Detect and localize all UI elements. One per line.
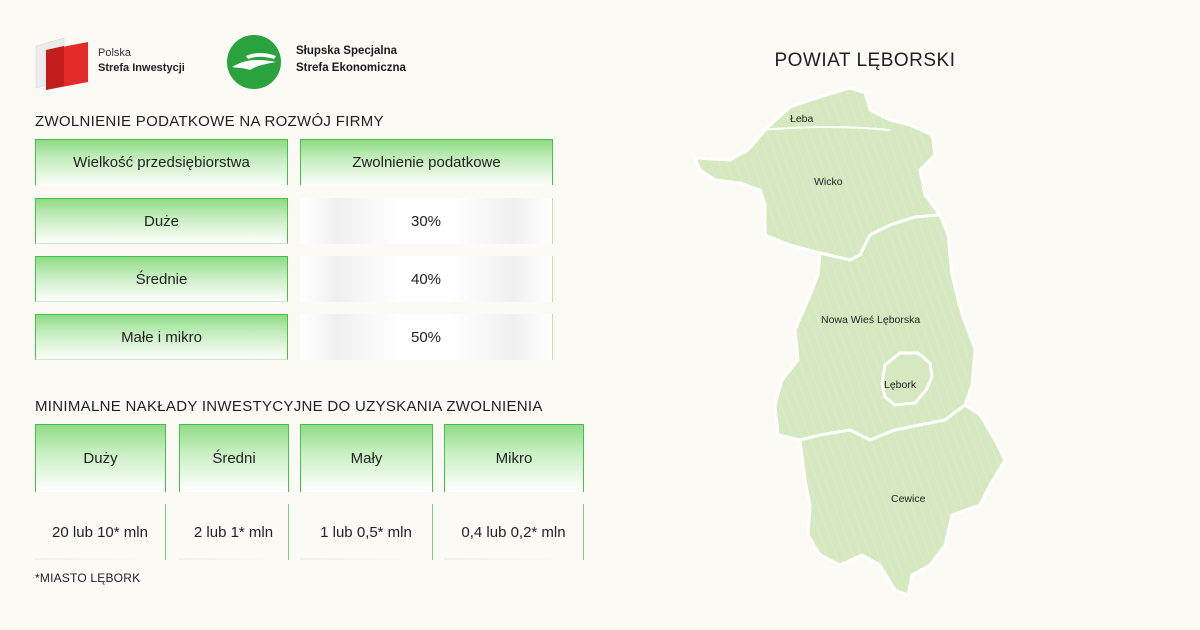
tax-header-exemption: Zwolnienie podatkowe xyxy=(300,139,553,185)
slupska-sse-logo xyxy=(226,34,446,90)
invest-value-micro: 0,4 lub 0,2* mln xyxy=(444,504,584,560)
invest-value-large: 20 lub 10* mln xyxy=(35,504,166,560)
tax-row-exemption: 50% xyxy=(300,314,553,360)
tax-header-company-size: Wielkość przedsiębiorstwa xyxy=(35,139,288,185)
invest-section-title: MINIMALNE NAKŁADY INWESTYCYJNE DO UZYSKANIA ZWOLNIENIA xyxy=(35,398,543,415)
invest-header-small: Mały xyxy=(300,424,433,492)
invest-header-micro: Mikro xyxy=(444,424,584,492)
invest-value-small: 1 lub 0,5* mln xyxy=(300,504,433,560)
invest-header-large: Duży xyxy=(35,424,166,492)
map-label-lebork: Lębork xyxy=(884,379,917,391)
tax-row-size: Średnie xyxy=(35,256,288,302)
map-label-nowa-wies: Nowa Wieś Lęborska xyxy=(821,314,921,326)
tax-row-size: Małe i mikro xyxy=(35,314,288,360)
sse-logo-line2: Strefa Ekonomiczna xyxy=(296,62,406,74)
polska-strefa-inwestycji-logo xyxy=(34,36,214,88)
tax-row-size: Duże xyxy=(35,198,288,244)
sse-logo-icon xyxy=(226,34,282,90)
footnote: *MIASTO LĘBORK xyxy=(35,571,141,585)
pfr-logo-line2: Strefa Inwestycji xyxy=(98,62,185,74)
pfr-logo-icon xyxy=(34,36,90,90)
map-title: POWIAT LĘBORSKI xyxy=(774,50,956,71)
tax-row-exemption: 30% xyxy=(300,198,553,244)
powiat-map xyxy=(690,85,1010,600)
invest-header-medium: Średni xyxy=(179,424,289,492)
sse-logo-line1: Słupska Specjalna xyxy=(296,45,397,57)
tax-section-title: ZWOLNIENIE PODATKOWE NA ROZWÓJ FIRMY xyxy=(35,113,384,130)
map-label-cewice: Cewice xyxy=(891,493,926,505)
invest-value-medium: 2 lub 1* mln xyxy=(179,504,289,560)
pfr-logo-line1: Polska xyxy=(98,47,132,59)
map-label-wicko: Wicko xyxy=(814,176,843,188)
map-label-leba: Łeba xyxy=(790,113,814,125)
tax-row-exemption: 40% xyxy=(300,256,553,302)
